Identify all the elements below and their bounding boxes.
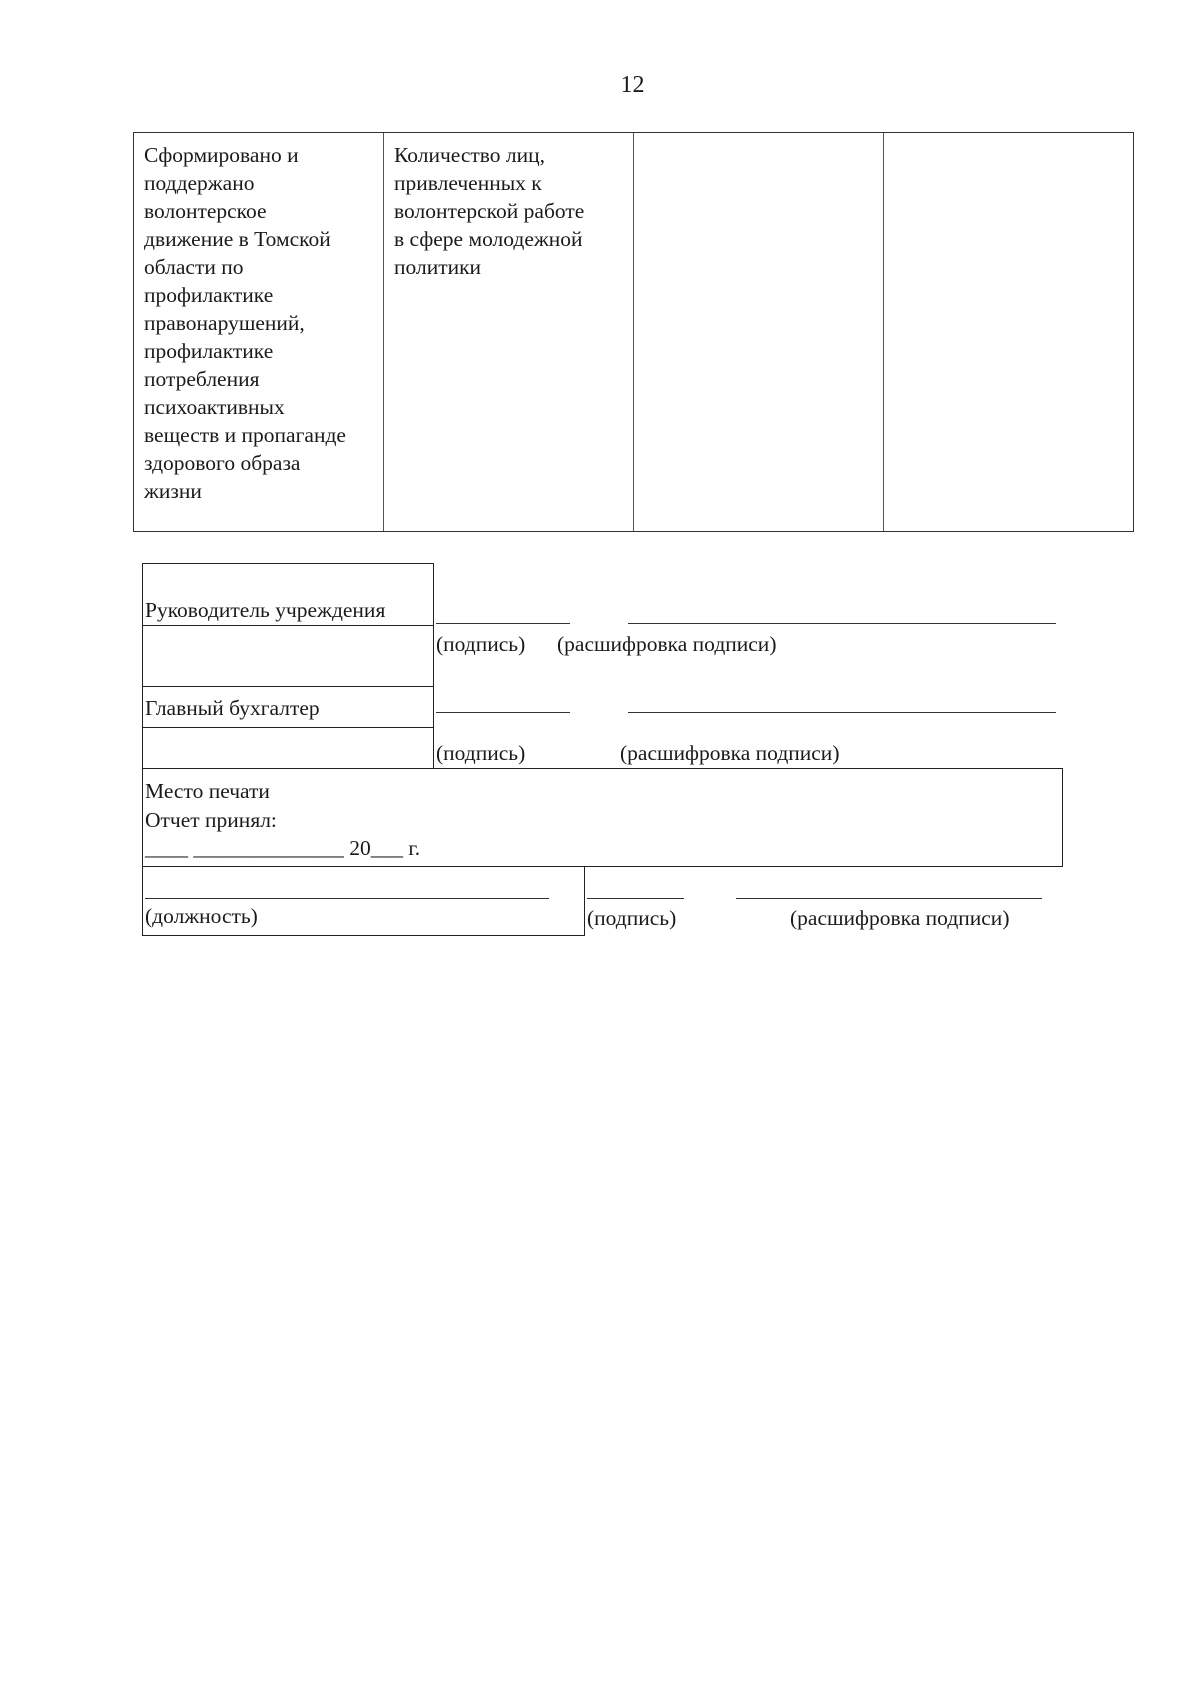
- position-line: [145, 898, 549, 899]
- table-cell-empty-4: [884, 133, 1133, 531]
- acceptor-decode-line: [736, 898, 1042, 899]
- date-line: ____ ______________ 20___ г.: [145, 836, 421, 860]
- head-decode-line: [628, 623, 1056, 624]
- table-cell-indicator: Количество лиц, привлеченных к волонтерской работе в сфере молодежной политики: [384, 133, 634, 531]
- acceptor-decode-caption: (расшифровка подписи): [790, 906, 1010, 930]
- head-label: Руководитель учреждения: [145, 598, 386, 622]
- head-decode-caption: (расшифровка подписи): [557, 632, 777, 656]
- accountant-label: Главный бухгалтер: [145, 696, 320, 720]
- report-accepted: Отчет принял:: [145, 808, 277, 832]
- head-sign-caption: (подпись): [436, 632, 526, 656]
- accountant-empty-box: [142, 727, 434, 769]
- table-cell-empty-3: [634, 133, 884, 531]
- head-empty-box: [142, 625, 434, 687]
- table-cell-result: Сформировано и поддержано волонтерское движение в Томской области по профилактике правонарушений, профилактике потребления психоактивных веществ и пропаганде здорового образа жизни: [134, 133, 384, 531]
- accountant-signature-line: [436, 712, 570, 713]
- acceptor-sign-caption: (подпись): [587, 906, 677, 930]
- page-number: 12: [620, 72, 645, 98]
- stamp-place: Место печати: [145, 779, 270, 803]
- head-signature-line: [436, 623, 570, 624]
- acceptor-signature-line: [587, 898, 684, 899]
- accountant-decode-caption: (расшифровка подписи): [620, 741, 840, 765]
- position-caption: (должность): [145, 904, 258, 928]
- accountant-decode-line: [628, 712, 1056, 713]
- indicators-table: [133, 132, 1134, 532]
- accountant-sign-caption: (подпись): [436, 741, 526, 765]
